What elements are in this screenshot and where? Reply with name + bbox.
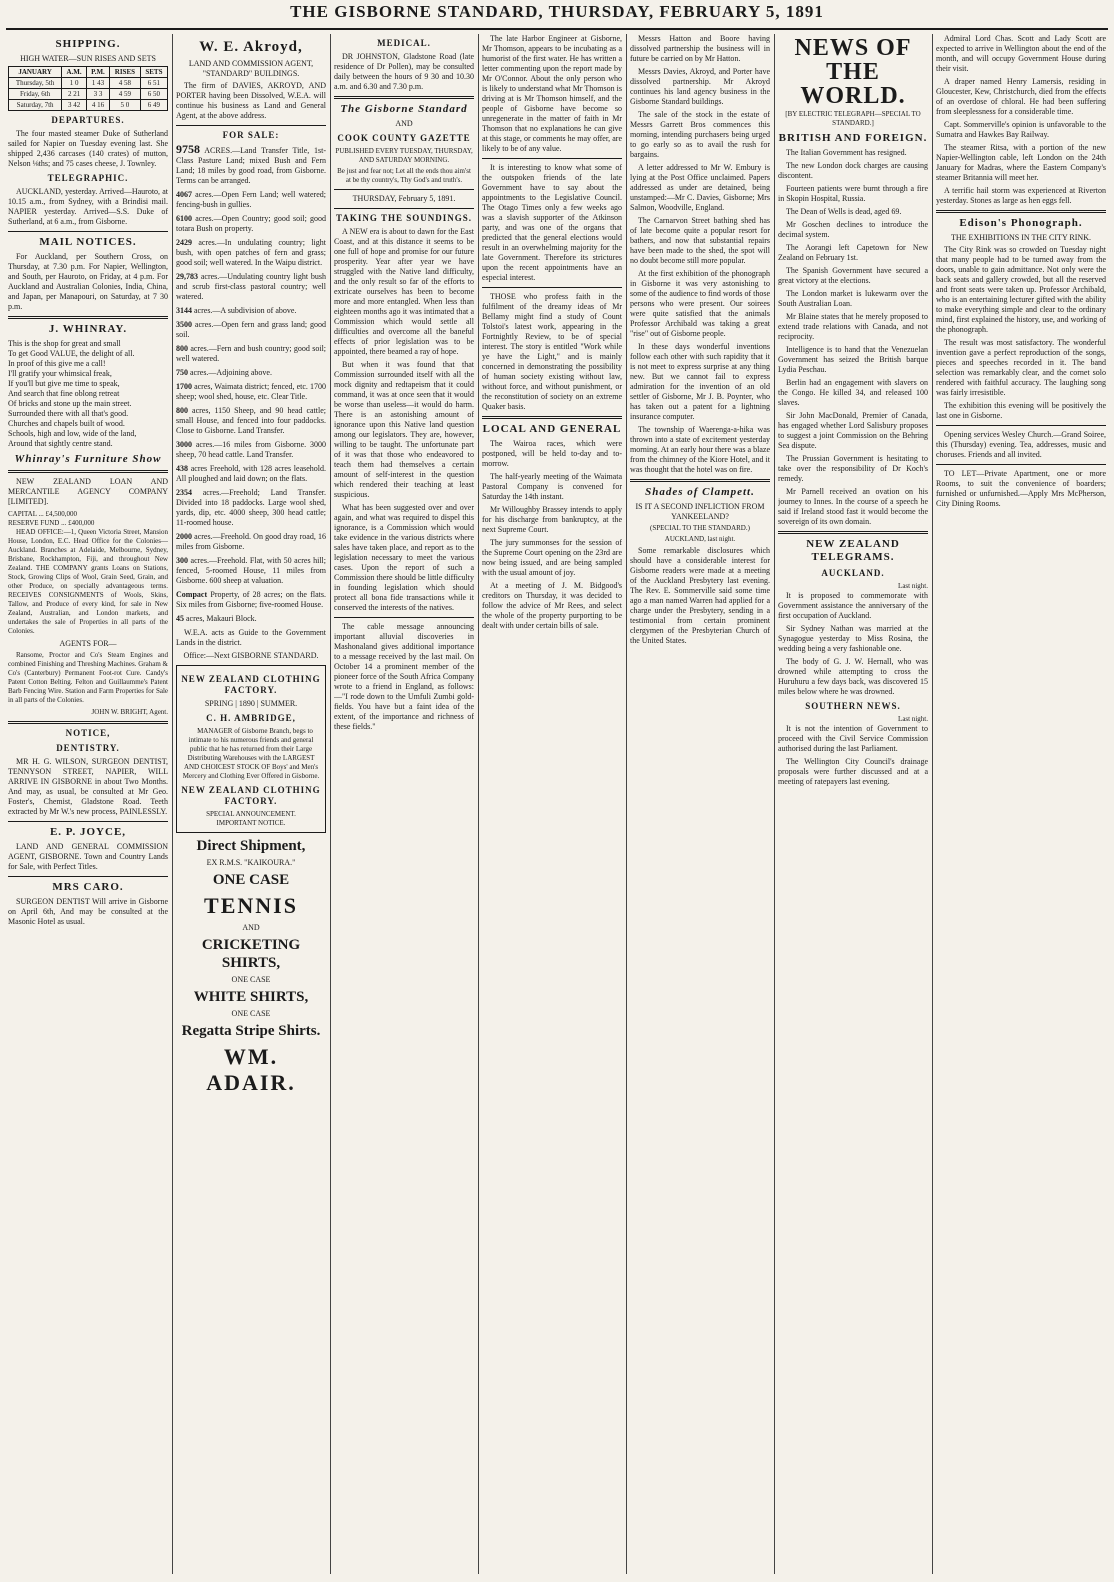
news-item: Intelligence is to hand that the Venezuelan Government has seized the British barque Lydia Peschau. [778,345,928,374]
land-lot [176,238,326,268]
joyce-text: LAND AND GENERAL COMMISSION AGENT, GISBORNE. Town and Country Lands for Sale, with Perfect Titles. [8,842,168,871]
factory-manager: C. H. AMBRIDGE, [206,713,296,723]
dentist-text: MR H. G. WILSON, SURGEON DENTIST, TENNYSON STREET, NAPIER, WILL ARRIVE IN GISBORNE in about Two Months. And may, as usual, be consulted at Mr Geo. Foster's, Chemist, Gladstone Road. Teeth extracted by Mr W.'s new process, PAINLESSLY. [8,757,168,816]
verse-line: To get Good VALUE, the delight of all. [8,349,135,358]
verse-line: If you'll but give me time to speak, [8,379,120,388]
column-divider [932,34,933,1574]
medical-text: DR JOHNSTON, Gladstone Road (late residence of Dr Pollen), may be consulted daily between the hours of 9 30 and 10.30 a.m. and 6.30 and 7.30 p.m. [334,52,474,91]
divider [334,617,474,618]
clothing-factory-ad [176,665,326,833]
column-2 [176,34,326,1574]
auckland-dateline: Last night. [898,582,928,590]
british-foreign-heading: BRITISH AND FOREIGN. [778,132,928,144]
leader-paragraph: But when it was found that that Commission surrounded itself with all the mock dignity and redtapeism that it could command, it was at once seen that it would be worse than useless—it would do harm. There is an astonishing amount of ignorance upon this Native land question among our legislators. They are, however, willing to be taught. The unfortunate part of it was that those who endeavored to teach them had themselves a certain amount of self-interest in the question which rendered their teaching at least suspicious. [334,360,474,499]
divider [8,876,168,877]
southern-news-heading: SOUTHERN NEWS. [805,701,901,711]
caro-heading: MRS CARO. [52,881,124,893]
local-paragraph: The sale of the stock in the estate of Messrs Garrett Bros commences this morning, intending purchasers being urged to go early so as to avail the rush for bargains. [630,110,770,159]
edison-subheading: THE EXHIBITIONS IN THE CITY RINK. [951,233,1091,242]
column-5 [630,34,770,1574]
land-lot [176,488,326,528]
lot-acreage: 45 [176,614,184,623]
land-lot [176,590,326,610]
news-item: The Wellington City Council's drainage proposals were further discussed and at a meeting of ratepayers last evening. [778,757,928,786]
lot-text: Property, of 28 acres; on the flats. Six miles from Gisborne; five-roomed House. [176,590,326,609]
nzl-heading: NEW ZEALAND LOAN AND MERCANTILE AGENCY COMPANY [LIMITED]. [8,477,168,506]
leader-heading: TAKING THE SOUNDINGS. [336,213,472,223]
land-lot [176,532,326,552]
tide-cell: 6 51 [140,78,167,89]
dateline: THURSDAY, February 5, 1891. [352,194,456,203]
divider [334,189,474,190]
verse-line: Surrounded there with all that's good. [8,409,129,418]
lot-acreage: 3144 [176,306,192,315]
mail-notices-heading: MAIL NOTICES. [39,236,137,248]
side-label-right: IMPORTANT NOTICE. [216,819,286,827]
land-lot [176,556,326,586]
land-lot [176,306,326,316]
land-lot [176,440,326,460]
news-item: The Italian Government has resigned. [786,148,907,157]
auckland-heading: AUCKLAND. [821,568,885,578]
lot-text: acres.—Open fern and grass land; good soil. [176,320,326,339]
article-paragraph: The late Harbor Engineer at Gisborne, Mr Thomson, appears to be incubating as a humorist of the first water. He has written a letter commenting upon the report made by Mr O'Connor. About the only person who is likely to understand what Mr Thomson is driving at is Mr Thomson himself, and the people of Gisborne have become so unregenerate in the matter of faith in Mr Thomson that no explanations he can give at this stage, or comments he may offer, are likely to be of any value. [482,34,622,153]
edison-paragraph: The exhibition this evening will be positively the last one in Gisborne. [936,401,1106,420]
clampett-subheading: IS IT A SECOND INFLICTION FROM YANKEELAND? [635,502,765,521]
whinray-verse [8,339,168,449]
factory-season: SPRING | 1890 | SUMMER. [204,699,298,708]
opening-notice: Opening services Wesley Church.—Grand Soiree, this (Thursday) evening. Tea, addresses, music and choruses. Friends and all invited. [936,430,1106,459]
tide-header: SETS [140,67,167,78]
local-paragraph: At the first exhibition of the phonograph in Gisborne it was very astonishing to some of the audience to find words of those persons who were present. Our soirees were quite satisfied that the animals Professor Archibald was taking a great "rise" out of Gisborne people. [630,269,770,338]
lot-text: acres.—16 miles from Gisborne. 3000 sheep, 70 head cattle. Land Transfer. [176,440,326,459]
column-divider [774,34,775,1574]
edison-heading: Edison's Phonograph. [959,217,1083,229]
southern-dateline: Last night. [898,715,928,723]
local-paragraph: Mr Willoughby Brassey intends to apply for his discharge from bankruptcy, at the next Supreme Court. [482,505,622,534]
land-lot [176,214,326,234]
and-label: AND [242,923,260,932]
land-lots-list [176,144,326,624]
tide-cell: Friday, 6th [9,89,62,100]
tide-header-row [9,67,168,78]
news-item: The Prussian Government is hesitating to take over the responsibility of Dr Koch's remedy. [778,454,928,483]
land-lot [176,344,326,364]
verse-line: This is the shop for great and small [8,339,121,348]
tide-cell: 2 21 [62,89,87,100]
divider [936,425,1106,426]
nzl-text: HEAD OFFICE:—1, Queen Victoria Street, Mansion House, London, E.C. Head Office for the Colonies—Auckland. Branches at Adelaide, Melbourne, Sydney, Brisbane, Rockhampton, Fiji, and throughout New Zealand. THE COMPANY grants Loans on Stations, Stock, Growing Clips of Wool, Grain Seed, Grain, and other Produce, on specially advantageous terms. RECEIVES CONSIGNMENTS of Wools, Skins, Tallow, and Produce of every kind, for sale in New Zealand, Australian, and London markets, and undertakes the sale of Properties in all parts of the Colonies. [8,528,168,635]
article-paragraph: It is interesting to know what some of the outspoken friends of the late Government have to say about the appointments to the Legislative Council. The Otago Times only a few weeks ago was a slavish supporter of the Atkinson party, and was one of the organs that predicted that the general elections would result in an overwhelming majority for the late Government. Therefore its strictures upon the recent appointments have an especial interest. [482,163,622,282]
local-general-heading: LOCAL AND GENERAL [482,423,622,435]
local-paragraph: The Carnarvon Street bathing shed has of late become quite a popular resort for bathers, and now that substantial repairs have been made to the shed, the spot will no doubt become still more popular. [630,216,770,265]
news-item: A terrific hail storm was experienced at Riverton yesterday. Stones as large as hen eggs fell. [936,186,1106,205]
shipment-heading: Direct Shipment, [196,838,306,854]
tide-cell: 5 0 [109,100,140,111]
agents-heading: AGENTS FOR— [59,639,117,648]
verse-line: Of bricks and stone up the main street. [8,399,132,408]
factory-footer: NEW ZEALAND CLOTHING FACTORY. [181,785,321,806]
divider [334,96,474,99]
column-6 [778,34,928,1574]
news-item: A draper named Henry Lamersis, residing in Gloucester, Kew, Christchurch, died from the effects of an overdose of chloral. He had been suffering from sleeplessness for a considerable time. [936,77,1106,116]
tide-cell: 4 16 [86,100,109,111]
divider [630,479,770,482]
news-item: Mr Blaine states that he merely proposed to extend trade relations with Canada, and not reciprocity. [778,312,928,341]
lot-text: acres.—Freehold. On good dray road, 16 miles from Gisborne. [176,532,326,551]
telegraphic-text: AUCKLAND, yesterday. Arrived—Hauroto, at 10.15 a.m., from Sydney, with a Brindisi mail. NAPIER yesterday. Arrived—S.S. Duke of Sutherland, at 6 a.m., from Gisborne. [8,187,168,226]
tide-cell: Thursday, 5th [9,78,62,89]
news-item: It is proposed to commemorate with Government assistance the anniversary of the first occupation of Auckland. [778,591,928,620]
lot-text: acres, 1150 Sheep, and 90 head cattle; small House, and fenced into four paddocks. Close to Gisborne. Land Transfer. [176,406,326,435]
paper-and: AND [395,119,413,128]
whinray-shop-heading: Whinray's Furniture Show [14,453,162,465]
divider [482,416,622,419]
verse-line: Churches and chapels built of wood. [8,419,125,428]
land-lot [176,382,326,402]
tennis-label: TENNIS [204,893,298,918]
news-item: Sir John MacDonald, Premier of Canada, has engaged whether Lord Salisbury proposes to suggest a joint Commission on the Behring Sea dispute. [778,411,928,450]
joyce-heading: E. P. JOYCE, [49,826,127,838]
departures-text: The four masted steamer Duke of Sutherland sailed for Napier on Tuesday evening last. She shipped 2,436 carcases (140 crates) of mutton, Nelson ⅛ths; and 75 cases cheese, J. Townley. [8,129,168,168]
news-item: The new London dock charges are causing discontent. [778,161,928,180]
paper-subtitle: COOK COUNTY GAZETTE [337,133,471,143]
news-item: Mr Parnell received an ovation on his journey to Innes. In the course of a speech he said if Ireland stood fast it would become the sovereign of its own domain. [778,487,928,526]
lot-text: acres.—Freehold. Flat, with 50 acres hill; fenced, 5-roomed House, 11 miles from Gisborne. 600 sheep at valuation. [176,556,326,585]
edison-paragraph: The result was most satisfactory. The wonderful invention gave a perfect reproduction of the songs, pieces and speeches recorded in it. The band selection was remarkably clear, and the cornet solo rendered with faithful accuracy. The laughing song was fairly irresistible. [936,338,1106,397]
akroyd-subheading: LAND AND COMMISSION AGENT, "STANDARD" BUILDINGS. [188,59,314,78]
news-item: The London market is lukewarm over the South Australian Loan. [778,289,928,308]
news-of-world-heading: NEWS OF THE WORLD. [794,35,912,109]
lot-text: acres, Makauri Block. [186,614,257,623]
masthead-rule [6,28,1108,30]
for-sale-heading: FOR SALE: [222,130,280,140]
land-lot [176,272,326,302]
clampett-text: Some remarkable disclosures which should have a considerable interest for Gisborne readers were made at a meeting of the Auckland Presbytery last evening. The Rev. E. Sommerville said some time ago a man named Warren had applied for a charge under the Presbytery, sending in a testimonial from certain prominent clergymen of the Presbyterian Church of the United States. [630,546,770,645]
dentistry-heading: DENTISTRY. [56,743,120,753]
departures-heading: DEPARTURES. [51,115,125,125]
verse-line: Schools, high and low, wide of the land, [8,429,137,438]
local-paragraph: A letter addressed to Mr W. Embury is lying at the Post Office unclaimed. Papers addressed as under are detained, being unstamped:—Mr C. Davies, Gisborne; Mrs Salmon, Woodville, England. [630,163,770,212]
tide-cell: 1 0 [62,78,87,89]
local-paragraph: The Wairoa races, which were postponed, will be held to-day and to-morrow. [482,439,622,468]
published-note: PUBLISHED EVERY TUESDAY, THURSDAY, AND SATURDAY MORNING. [335,147,473,164]
side-label-left: SPECIAL ANNOUNCEMENT. [206,810,296,818]
divider [482,287,622,288]
telegraphic-heading: TELEGRAPHIC. [47,173,129,183]
lot-acreage: 800 [176,344,188,353]
column-divider [172,34,173,1574]
clampett-heading: Shades of Clampett. [645,486,755,498]
shipment-subheading: EX R.M.S. "KAIKOURA." [206,858,296,867]
news-item: It is not the intention of Government to proceed with the Civil Service Commission authorised during the last Parliament. [778,724,928,753]
local-paragraph: Messrs Davies, Akroyd, and Porter have dissolved partnership. Mr Akroyd continues his land agency business in the Gisborne Standard buildings. [630,67,770,106]
regatta-label: Regatta Stripe Shirts. [181,1023,321,1039]
land-lot [176,614,326,624]
notice-heading: NOTICE, [65,728,111,738]
tide-cell: 4 59 [109,89,140,100]
factory-heading: NEW ZEALAND CLOTHING FACTORY. [181,674,321,695]
local-paragraph: The township of Waerenga-a-hika was thrown into a state of excitement yesterday morning. At an early hour there was a blaze from the chimney of the Kiore Hotel, and it was thought that the hotel was on fire. [630,425,770,474]
land-lot [176,406,326,436]
akroyd-heading: W. E. Akroyd, [199,39,303,55]
news-item: The Dean of Wells is dead, aged 69. [786,207,902,216]
divider [936,210,1106,213]
news-item: The Aorangi left Capetown for New Zealand on February 1st. [778,243,928,262]
lot-text: acres.—Open Fern Land; well watered; fencing-bush in gullies. [176,190,326,209]
verse-line: And search that fine oblong retreat [8,389,120,398]
divider [936,464,1106,465]
lot-acreage: Compact [176,590,208,599]
lot-text: acres.—Freehold; Land Transfer. Divided into 18 paddocks. Large wool shed, yards, dip, etc. 4000 sheep, 300 head cattle; 11-roomed house. [176,488,326,527]
tide-header: RISES [109,67,140,78]
tide-cell: 4 58 [109,78,140,89]
clampett-credit: (SPECIAL TO THE STANDARD.) [650,524,750,532]
news-item: Sir Sydney Nathan was married at the Synagogue yesterday to Miss Rosina, the wedding being a very fashionable one. [778,624,928,653]
lot-text: acres Freehold, with 128 acres leasehold. All ploughed and laid down; on the flats. [176,464,326,483]
akroyd-text: The firm of DAVIES, AKROYD, AND PORTER having been Dissolved, W.E.A. will continue his business as Land and General Agent, at the above address. [176,81,326,120]
factory-text: MANAGER of Gisborne Branch, begs to intimate to his numerous friends and general public that he has returned from their Large Distributing Warehouses with the LARGEST AND CHOICEST STOCK OF Boys' and Men's Mercery and Clothing Ever Offered in Gisborne. [182,727,320,780]
lot-acreage: 6100 [176,214,192,223]
tide-table [8,66,168,111]
divider [482,158,622,159]
divider [778,531,928,534]
lot-text: acres.—A subdivision of above. [194,306,297,315]
tide-cell: 6 50 [140,89,167,100]
high-water-heading: HIGH WATER—SUN RISES AND SETS [20,54,156,63]
masthead: THE GISBORNE STANDARD, THURSDAY, FEBRUARY 5, 1891 [290,2,824,21]
column-divider [330,34,331,1574]
mail-notices-text: For Auckland, per Southern Cross, on Thursday, at 7.30 p.m. For Napier, Wellington, and South, per Hauroto, on Friday, at 4 p.m. For Auckland and Australian Colonies, India, China, and Japan, per Manapouri, on Saturday, at 7 30 p.m. [8,252,168,311]
tide-header: P.M. [86,67,109,78]
divider [334,208,474,209]
lot-acreage: 1700 [176,382,192,391]
divider [8,721,168,724]
lot-acreage: 2429 [176,238,192,247]
caro-text: SURGEON DENTIST Will arrive in Gisborne on April 6th, And may be consulted at the Masonic Hotel as usual. [8,897,168,926]
news-item: Berlin had an engagement with slavers on the Congo. He killed 34, and released 100 slaves. [778,378,928,407]
one-case-label: ONE CASE [212,872,290,888]
local-paragraph: At a meeting of J. M. Bidgood's creditors on Thursday, it was decided to follow the advice of Mr Rees, and select the whole of the property purporting to be dealt with under certain bills of sale. [482,581,622,630]
news-credit: [BY ELECTRIC TELEGRAPH—SPECIAL TO STANDARD.] [785,110,921,127]
divider [8,231,168,232]
adair-label: WM. ADAIR. [206,1044,296,1095]
leader-paragraph: A NEW era is about to dawn for the East Coast, and at this distance it seems to be one full of hope and promise for our future prosperity. Year after year we have struggled with the Native land difficulty, and the only result so far of the efforts to extricate ourselves has been to become more and more entangled. When less than eighteen months ago it was intimated that a Commission which would settle all difficulties and overcome all the baneful effects of prior legislation was to be appointed, there beamed a ray of hope. [334,227,474,356]
divider [8,316,168,319]
agent-signature: JOHN W. BRIGHT, Agent. [91,708,168,716]
lot-acreage: 300 [176,556,188,565]
lot-acreage: 438 [176,464,188,473]
lot-acreage: 9758 [176,142,200,156]
shipping-heading: SHIPPING. [55,38,121,50]
lot-text: acres, Waimata district; fenced, etc. 1700 sheep; wool shed, house, etc. Clear Title. [176,382,326,401]
news-item: The steamer Ritsa, with a portion of the new Napier-Wellington cable, left London on the 24th January for Madras, where the Eastern Company's steamer Britannia will meet her. [936,143,1106,182]
land-lot [176,368,326,378]
lot-acreage: 2354 [176,488,192,497]
tide-cell: Saturday, 7th [9,100,62,111]
column-divider [478,34,479,1574]
nzl-reserve: RESERVE FUND ... £400,000 [8,519,95,527]
lot-acreage: 4067 [176,190,192,199]
tide-row [9,78,168,89]
to-let-notice: TO LET—Private Apartment, one or more Rooms, to suit the convenience of boarders; furnished or unfurnished.—Apply Mrs McPherson, City Dining Rooms. [936,469,1106,508]
clampett-dateline: AUCKLAND, last night. [664,535,736,543]
medical-heading: MEDICAL. [377,38,431,48]
office-address: Office:—Next GISBORNE STANDARD. [183,651,319,660]
tide-header: JANUARY [9,67,62,78]
tide-header: A.M. [62,67,87,78]
lot-text: ACRES.—Land Transfer Title, 1st-Class Pasture Land; mixed Bush and Fern Land; 18 miles by good road, from Gisborne. Terms can be arranged. [176,146,326,185]
nz-telegrams-heading: NEW ZEALAND TELEGRAMS. [806,538,900,563]
lot-acreage: 3500 [176,320,192,329]
cricketing-label: CRICKETING SHIRTS, [201,937,301,971]
news-item: Fourteen patients were burnt through a fire in Skopin Hospital, Russia. [778,184,928,203]
verse-line: Around that sightly centre stand. [8,439,113,448]
column-divider [626,34,627,1574]
lot-acreage: 750 [176,368,188,377]
land-lot [176,190,326,210]
lot-text: acres.—Open Country; good soil; good totara Bush on property. [176,214,326,233]
divider [8,470,168,473]
edison-paragraph: The City Rink was so crowded on Tuesday night that many people had to be turned away from the doors, unable to gain admittance. Not only were the back seats and gallery crowded, but all the reserved and front seats were taken up. Professor Archibald, who is an entertaining lecturer gifted with the ability to make everything simple and clear to the ordinary mind, first explained the history, use, and working of the phonograph. [936,245,1106,334]
news-item: The Spanish Government have secured a great victory at the elections. [778,266,928,285]
divider [8,821,168,822]
one-case-label: ONE CASE [231,975,271,984]
local-paragraph: The jury summonses for the session of the Supreme Court opening on the 23rd are now being issued, and are being sampled with the usual amount of joy. [482,538,622,577]
tide-row [9,100,168,111]
local-paragraph: Messrs Hatton and Boore having dissolved partnership the business will in future be carried on by Mr Hatton. [630,34,770,63]
local-paragraph: The half-yearly meeting of the Waimata Pastoral Company is convened for Saturday the 14th instant. [482,472,622,501]
nzl-capital: CAPITAL ... £4,500,000 [8,510,77,518]
column-1 [8,34,168,1574]
divider [176,125,326,126]
lot-acreage: 3000 [176,440,192,449]
local-paragraph: In these days wonderful inventions follow each other with such rapidity that it is not meet to express surprise at any thing new. But we cannot fail to express admiration for the invention of an old settler of Gisborne, Mr J. B. Poynter, who has taken out a patent for a lightning insurance computer. [630,342,770,421]
tide-cell: 3 3 [86,89,109,100]
paper-title: The Gisborne Standard [340,103,468,115]
leader-paragraph: The cable message announcing important alluvial discoveries in Mashonaland gives additional importance to a message received by the last mail. On October 14 a prominent member of the pioneer force of the South Africa Company wrote to a friend in England, as follows:—"I rode down to the Umfuli Zumbi gold-fields. You have but a faint idea of the extent, of the importance and richness of these fields." [334,622,474,731]
lot-acreage: 29,783 [176,272,198,281]
column-4 [482,34,622,1574]
news-item: Capt. Sommerville's opinion is unfavorable to the Sumatra and Hawkes Bay Railway. [936,120,1106,139]
one-case-label: ONE CASE [231,1009,271,1018]
land-lot [176,144,326,186]
column-3 [334,34,474,1574]
akroyd-footer: W.E.A. acts as Guide to the Government Lands in the district. [176,628,326,647]
news-item: Mr Goschen declines to introduce the decimal system. [778,220,928,239]
lot-text: acres.—Fern and bush country; good soil; well watered. [176,344,326,363]
lot-acreage: 2000 [176,532,192,541]
lot-text: acres.—In undulating country; light bush, with open patches of fern and grass; good soil; well watered. In the Waipu district. [176,238,326,267]
tide-cell: 6 49 [140,100,167,111]
tide-row [9,89,168,100]
tide-cell: 3 42 [62,100,87,111]
article-paragraph: THOSE who profess faith in the fulfilment of the dreamy ideas of Mr Bellamy might find a study of Count Tolstoi's latest work, appearing in the Fortnightly Review, to be of special interest. The story is entitled "Work while ye have the Light," and is mainly concerned in demonstrating the possibility of human society existing without law, without force, and without punishment, or the reconstitution of society on an extreme Quaker basis. [482,292,622,411]
column-7 [936,34,1106,1574]
lot-acreage: 800 [176,406,188,415]
whinray-heading: J. WHINRAY. [48,323,128,335]
land-lot [176,320,326,340]
news-item: Admiral Lord Chas. Scott and Lady Scott are expected to arrive in Wellington about the end of the month, and will occupy Government House during their visit. [936,34,1106,73]
leader-paragraph: What has been suggested over and over again, and what was required to dispel this ignorance, is a Commission which would take evidence in the various districts where sales have taken place, and report as to the legislation necessary to meet the various cases. Upon the report of such a Commission there should be little difficulty in founding legislation which should protect all bona fide transactions while it conserved the interests of the natives. [334,503,474,612]
motto: Be just and fear not; Let all the ends thou aim'st at be thy country's, Thy God's and truth's. [337,167,471,184]
tide-cell: 1 43 [86,78,109,89]
lot-text: acres.—Undulating country light bush and scrub first-class pastoral country; well watered. [176,272,326,301]
white-shirts-label: WHITE SHIRTS, [193,989,309,1005]
verse-line: In proof of this give me a call! [8,359,106,368]
land-lot [176,464,326,484]
lot-text: acres.—Adjoining above. [190,368,272,377]
news-item: The body of G. J. W. Hernall, who was drowned while attempting to cross the Huruhuru a few days back, was discovered 15 miles below where he was drowned. [778,657,928,696]
agents-text: Ransome, Proctor and Co's Steam Engines and combined Finishing and Threshing Machines. Graham & Co's (Canterbury) Permanent Foot-rot Cure. Candy's Patent Cotton Belting. Felton and Guillaumme's Patent Barb Fencing Wire. Station and Farm Properties for Sale in all parts of the Colonies. [8,651,168,704]
verse-line: I'll gratify your whimsical freak, [8,369,112,378]
